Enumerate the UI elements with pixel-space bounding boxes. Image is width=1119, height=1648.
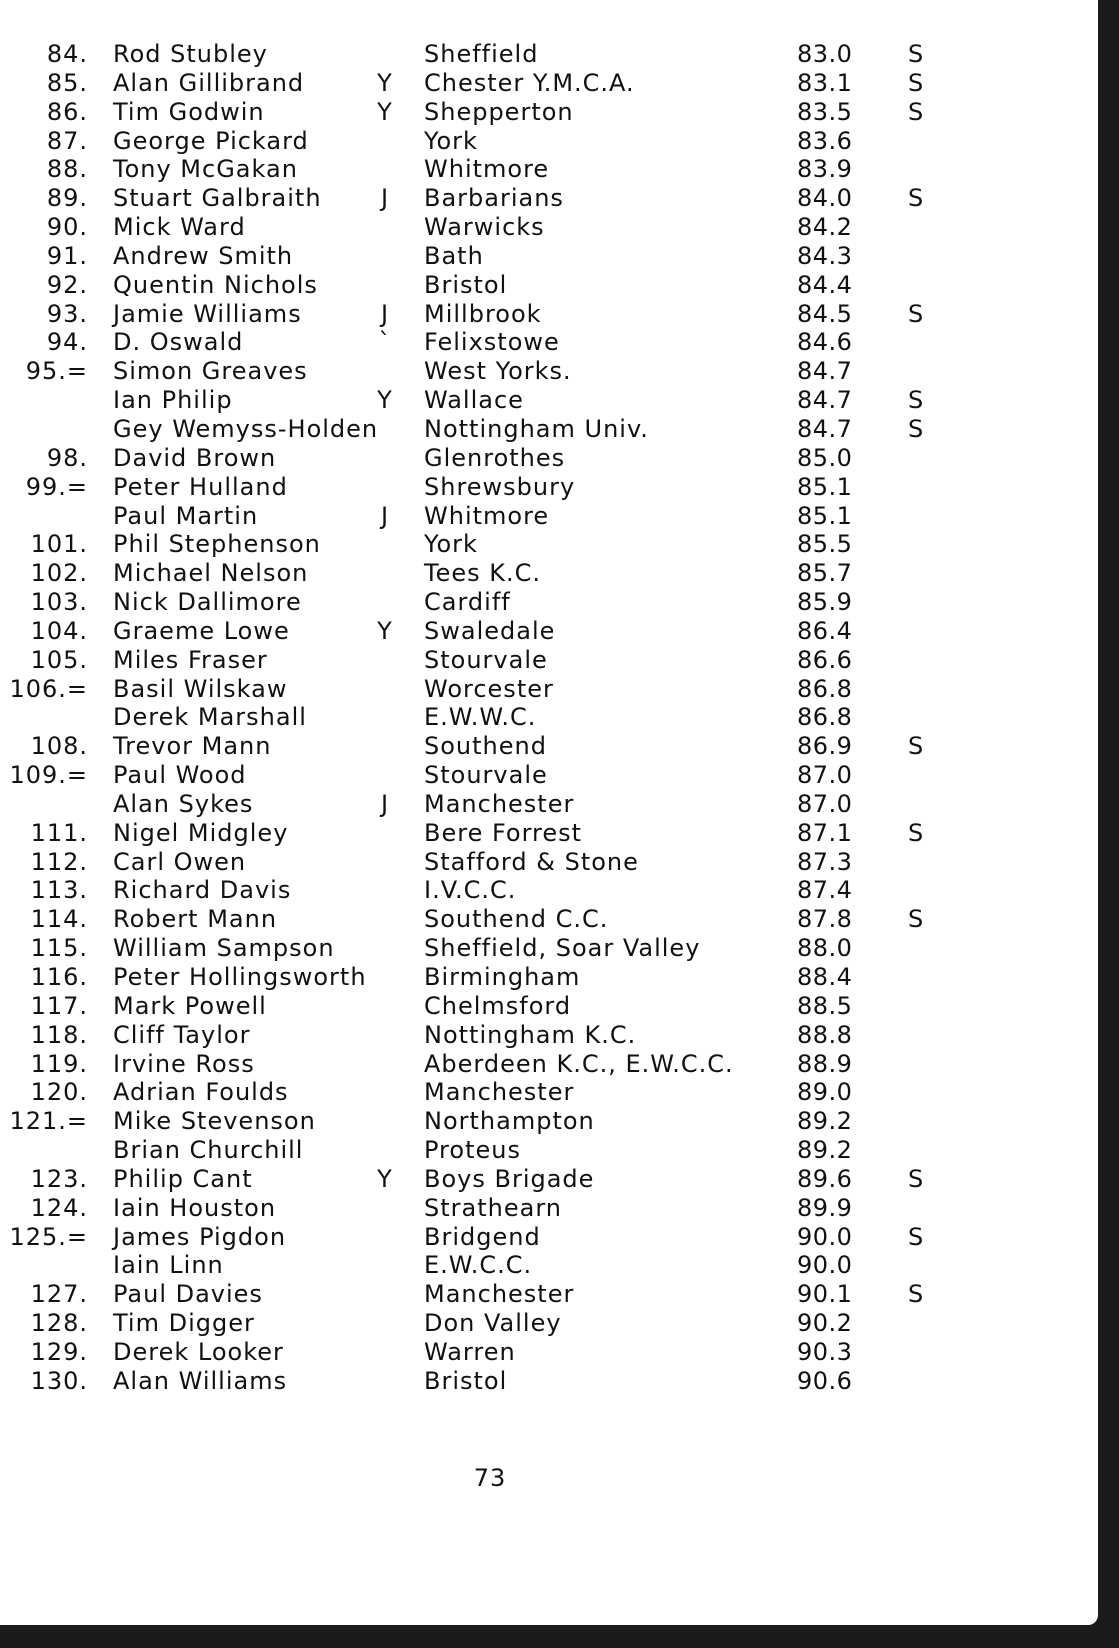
club-cell: Nottingham Univ. bbox=[424, 414, 649, 443]
name-cell: Graeme Lowe bbox=[113, 616, 290, 645]
result-row bbox=[0, 905, 1098, 934]
name-cell: Philip Cant bbox=[113, 1164, 253, 1193]
club-cell: Warren bbox=[424, 1337, 516, 1366]
name-cell: Mick Ward bbox=[113, 213, 246, 242]
time-cell: 84.7 bbox=[797, 414, 853, 443]
club-cell: Bridgend bbox=[424, 1222, 541, 1251]
time-cell: 86.4 bbox=[797, 616, 853, 645]
position-cell: 128. bbox=[30, 1309, 88, 1338]
time-cell: 83.5 bbox=[797, 97, 853, 126]
s-marker-cell: S bbox=[908, 299, 925, 328]
category-cell: J bbox=[380, 299, 390, 328]
result-row bbox=[0, 1280, 1098, 1309]
time-cell: 86.9 bbox=[797, 732, 853, 761]
result-row bbox=[0, 876, 1098, 905]
club-cell: Barbarians bbox=[424, 184, 564, 213]
club-cell: West Yorks. bbox=[424, 357, 572, 386]
result-row bbox=[0, 646, 1098, 675]
result-row bbox=[0, 502, 1098, 531]
name-cell: Nigel Midgley bbox=[113, 818, 289, 847]
club-cell: E.W.W.C. bbox=[424, 703, 537, 732]
position-cell: 109.= bbox=[9, 761, 88, 790]
name-cell: Brian Churchill bbox=[113, 1136, 304, 1165]
club-cell: Bath bbox=[424, 241, 484, 270]
club-cell: Manchester bbox=[424, 789, 575, 818]
club-cell: Worcester bbox=[424, 674, 554, 703]
result-row bbox=[0, 473, 1098, 502]
time-cell: 85.7 bbox=[797, 559, 853, 588]
result-row bbox=[0, 559, 1098, 588]
club-cell: Bere Forrest bbox=[424, 818, 583, 847]
result-row bbox=[0, 357, 1098, 386]
result-row bbox=[0, 127, 1098, 156]
position-cell: 118. bbox=[30, 1020, 88, 1049]
club-cell: Swaledale bbox=[424, 616, 556, 645]
club-cell: I.V.C.C. bbox=[424, 876, 517, 905]
name-cell: Gey Wemyss-Holden bbox=[113, 414, 379, 443]
club-cell: Tees K.C. bbox=[424, 559, 541, 588]
position-cell: 94. bbox=[46, 328, 88, 357]
name-cell: Carl Owen bbox=[113, 847, 247, 876]
time-cell: 84.5 bbox=[797, 299, 853, 328]
category-cell: J bbox=[380, 184, 390, 213]
name-cell: Jamie Williams bbox=[113, 299, 302, 328]
time-cell: 90.6 bbox=[797, 1366, 853, 1395]
time-cell: 83.9 bbox=[797, 155, 853, 184]
club-cell: Nottingham K.C. bbox=[424, 1020, 637, 1049]
time-cell: 85.9 bbox=[797, 588, 853, 617]
name-cell: Alan Sykes bbox=[113, 789, 254, 818]
club-cell: Stourvale bbox=[424, 645, 548, 674]
time-cell: 85.1 bbox=[797, 472, 853, 501]
name-cell: D. Oswald bbox=[113, 328, 244, 357]
time-cell: 89.2 bbox=[797, 1107, 853, 1136]
position-cell: 123. bbox=[30, 1164, 88, 1193]
time-cell: 88.8 bbox=[797, 1020, 853, 1049]
time-cell: 87.4 bbox=[797, 876, 853, 905]
result-row bbox=[0, 1050, 1098, 1079]
position-cell: 102. bbox=[30, 559, 88, 588]
name-cell: Nick Dallimore bbox=[113, 588, 302, 617]
result-row bbox=[0, 819, 1098, 848]
position-cell: 129. bbox=[30, 1337, 88, 1366]
name-cell: Iain Houston bbox=[113, 1193, 277, 1222]
club-cell: Stafford & Stone bbox=[424, 847, 639, 876]
position-cell: 124. bbox=[30, 1193, 88, 1222]
result-row bbox=[0, 40, 1098, 69]
result-row bbox=[0, 963, 1098, 992]
time-cell: 90.2 bbox=[797, 1309, 853, 1338]
position-cell: 117. bbox=[30, 991, 88, 1020]
position-cell: 92. bbox=[46, 270, 88, 299]
result-row bbox=[0, 328, 1098, 357]
time-cell: 87.1 bbox=[797, 818, 853, 847]
result-row bbox=[0, 617, 1098, 646]
name-cell: Irvine Ross bbox=[113, 1049, 255, 1078]
club-cell: Cardiff bbox=[424, 588, 511, 617]
club-cell: Chester Y.M.C.A. bbox=[424, 68, 635, 97]
club-cell: Whitmore bbox=[424, 155, 550, 184]
name-cell: James Pigdon bbox=[113, 1222, 287, 1251]
club-cell: Felixstowe bbox=[424, 328, 560, 357]
name-cell: David Brown bbox=[113, 443, 277, 472]
s-marker-cell: S bbox=[908, 68, 925, 97]
position-cell: 98. bbox=[46, 443, 88, 472]
category-cell: Y bbox=[377, 1164, 393, 1193]
result-row bbox=[0, 790, 1098, 819]
s-marker-cell: S bbox=[908, 184, 925, 213]
time-cell: 86.8 bbox=[797, 674, 853, 703]
result-row bbox=[0, 242, 1098, 271]
position-cell: 90. bbox=[46, 213, 88, 242]
club-cell: Southend C.C. bbox=[424, 905, 609, 934]
time-cell: 87.8 bbox=[797, 905, 853, 934]
name-cell: George Pickard bbox=[113, 126, 309, 155]
position-cell: 127. bbox=[30, 1280, 88, 1309]
name-cell: Andrew Smith bbox=[113, 241, 294, 270]
name-cell: Cliff Taylor bbox=[113, 1020, 251, 1049]
name-cell: Ian Philip bbox=[113, 386, 233, 415]
club-cell: Northampton bbox=[424, 1107, 595, 1136]
position-cell: 89. bbox=[46, 184, 88, 213]
position-cell: 120. bbox=[30, 1078, 88, 1107]
position-cell: 113. bbox=[30, 876, 88, 905]
name-cell: Michael Nelson bbox=[113, 559, 309, 588]
result-row bbox=[0, 1251, 1098, 1280]
club-cell: Bristol bbox=[424, 270, 508, 299]
result-row bbox=[0, 415, 1098, 444]
result-row bbox=[0, 530, 1098, 559]
time-cell: 87.0 bbox=[797, 789, 853, 818]
s-marker-cell: S bbox=[908, 1280, 925, 1309]
time-cell: 88.5 bbox=[797, 991, 853, 1020]
position-cell: 88. bbox=[46, 155, 88, 184]
time-cell: 83.1 bbox=[797, 68, 853, 97]
category-cell: Y bbox=[377, 97, 393, 126]
time-cell: 84.0 bbox=[797, 184, 853, 213]
s-marker-cell: S bbox=[908, 414, 925, 443]
result-row bbox=[0, 848, 1098, 877]
name-cell: Derek Marshall bbox=[113, 703, 307, 732]
name-cell: Rod Stubley bbox=[113, 40, 268, 68]
name-cell: Iain Linn bbox=[113, 1251, 224, 1280]
time-cell: 84.3 bbox=[797, 241, 853, 270]
club-cell: Millbrook bbox=[424, 299, 542, 328]
club-cell: Wallace bbox=[424, 386, 524, 415]
position-cell: 114. bbox=[30, 905, 88, 934]
s-marker-cell: S bbox=[908, 732, 925, 761]
position-cell: 87. bbox=[46, 126, 88, 155]
position-cell: 111. bbox=[30, 818, 88, 847]
time-cell: 89.2 bbox=[797, 1136, 853, 1165]
result-row bbox=[0, 1107, 1098, 1136]
category-cell: ` bbox=[378, 328, 392, 357]
name-cell: Peter Hulland bbox=[113, 472, 288, 501]
result-row bbox=[0, 1309, 1098, 1338]
position-cell: 112. bbox=[30, 847, 88, 876]
result-row bbox=[0, 934, 1098, 963]
club-cell: Manchester bbox=[424, 1078, 575, 1107]
result-row bbox=[0, 703, 1098, 732]
name-cell: Stuart Galbraith bbox=[113, 184, 322, 213]
time-cell: 88.9 bbox=[797, 1049, 853, 1078]
position-cell: 86. bbox=[46, 97, 88, 126]
name-cell: Mike Stevenson bbox=[113, 1107, 316, 1136]
name-cell: Tony McGakan bbox=[113, 155, 298, 184]
position-cell: 104. bbox=[30, 616, 88, 645]
result-row bbox=[0, 155, 1098, 184]
result-row bbox=[0, 675, 1098, 704]
club-cell: Chelmsford bbox=[424, 991, 572, 1020]
club-cell: Sheffield, Soar Valley bbox=[424, 934, 701, 963]
club-cell: Southend bbox=[424, 732, 547, 761]
position-cell: 106.= bbox=[9, 674, 88, 703]
name-cell: Tim Digger bbox=[113, 1309, 255, 1338]
time-cell: 90.3 bbox=[797, 1337, 853, 1366]
s-marker-cell: S bbox=[908, 40, 925, 68]
result-row bbox=[0, 300, 1098, 329]
time-cell: 90.1 bbox=[797, 1280, 853, 1309]
club-cell: Shrewsbury bbox=[424, 472, 576, 501]
club-cell: Glenrothes bbox=[424, 443, 566, 472]
club-cell: Aberdeen K.C., E.W.C.C. bbox=[424, 1049, 734, 1078]
time-cell: 84.7 bbox=[797, 357, 853, 386]
position-cell: 121.= bbox=[9, 1107, 88, 1136]
name-cell: Phil Stephenson bbox=[113, 530, 321, 559]
result-row bbox=[0, 1136, 1098, 1165]
time-cell: 83.0 bbox=[797, 40, 853, 68]
position-cell: 105. bbox=[30, 645, 88, 674]
name-cell: Quentin Nichols bbox=[113, 270, 318, 299]
name-cell: Basil Wilskaw bbox=[113, 674, 288, 703]
category-cell: Y bbox=[377, 386, 393, 415]
s-marker-cell: S bbox=[908, 818, 925, 847]
position-cell: 91. bbox=[46, 241, 88, 270]
time-cell: 88.4 bbox=[797, 963, 853, 991]
s-marker-cell: S bbox=[908, 386, 925, 415]
name-cell: Tim Godwin bbox=[113, 97, 265, 126]
club-cell: York bbox=[424, 126, 478, 155]
time-cell: 84.4 bbox=[797, 270, 853, 299]
name-cell: Miles Fraser bbox=[113, 645, 268, 674]
position-cell: 108. bbox=[30, 732, 88, 761]
category-cell: J bbox=[380, 501, 390, 530]
result-row bbox=[0, 1165, 1098, 1194]
page-number: 73 bbox=[473, 1464, 507, 1492]
position-cell: 103. bbox=[30, 588, 88, 617]
result-row bbox=[0, 1021, 1098, 1050]
result-row bbox=[0, 1338, 1098, 1367]
time-cell: 84.7 bbox=[797, 386, 853, 415]
time-cell: 89.6 bbox=[797, 1164, 853, 1193]
result-row bbox=[0, 444, 1098, 473]
name-cell: Alan Gillibrand bbox=[113, 68, 305, 97]
club-cell: Warwicks bbox=[424, 213, 545, 242]
club-cell: Strathearn bbox=[424, 1193, 562, 1222]
name-cell: Alan Williams bbox=[113, 1366, 288, 1395]
position-cell: 130. bbox=[30, 1366, 88, 1395]
s-marker-cell: S bbox=[908, 1164, 925, 1193]
time-cell: 90.0 bbox=[797, 1222, 853, 1251]
time-cell: 87.3 bbox=[797, 847, 853, 876]
name-cell: Simon Greaves bbox=[113, 357, 308, 386]
position-cell: 116. bbox=[30, 963, 88, 991]
time-cell: 84.6 bbox=[797, 328, 853, 357]
name-cell: Peter Hollingsworth bbox=[113, 963, 367, 991]
category-cell: J bbox=[380, 789, 390, 818]
name-cell: Trevor Mann bbox=[113, 732, 272, 761]
result-row bbox=[0, 271, 1098, 300]
club-cell: York bbox=[424, 530, 478, 559]
s-marker-cell: S bbox=[908, 1222, 925, 1251]
club-cell: Stourvale bbox=[424, 761, 548, 790]
time-cell: 90.0 bbox=[797, 1251, 853, 1280]
position-cell: 125.= bbox=[9, 1222, 88, 1251]
time-cell: 89.9 bbox=[797, 1193, 853, 1222]
name-cell: Paul Davies bbox=[113, 1280, 263, 1309]
time-cell: 86.6 bbox=[797, 645, 853, 674]
position-cell: 85. bbox=[46, 68, 88, 97]
result-row bbox=[0, 1367, 1098, 1396]
name-cell: Derek Looker bbox=[113, 1337, 284, 1366]
club-cell: Whitmore bbox=[424, 501, 550, 530]
result-row bbox=[0, 1223, 1098, 1252]
club-cell: Birmingham bbox=[424, 963, 581, 991]
result-row bbox=[0, 386, 1098, 415]
club-cell: Shepperton bbox=[424, 97, 574, 126]
results-list bbox=[0, 40, 1098, 1396]
name-cell: Robert Mann bbox=[113, 905, 278, 934]
result-row bbox=[0, 1194, 1098, 1223]
club-cell: Boys Brigade bbox=[424, 1164, 595, 1193]
time-cell: 85.1 bbox=[797, 501, 853, 530]
s-marker-cell: S bbox=[908, 905, 925, 934]
club-cell: Bristol bbox=[424, 1366, 508, 1395]
club-cell: Manchester bbox=[424, 1280, 575, 1309]
category-cell: Y bbox=[377, 68, 393, 97]
time-cell: 89.0 bbox=[797, 1078, 853, 1107]
time-cell: 88.0 bbox=[797, 934, 853, 963]
position-cell: 101. bbox=[30, 530, 88, 559]
name-cell: Paul Martin bbox=[113, 501, 259, 530]
result-row bbox=[0, 1078, 1098, 1107]
result-row bbox=[0, 184, 1098, 213]
result-row bbox=[0, 761, 1098, 790]
result-row bbox=[0, 213, 1098, 242]
position-cell: 119. bbox=[30, 1049, 88, 1078]
position-cell: 115. bbox=[30, 934, 88, 963]
result-row bbox=[0, 992, 1098, 1021]
time-cell: 87.0 bbox=[797, 761, 853, 790]
position-cell: 95.= bbox=[25, 357, 88, 386]
result-row bbox=[0, 732, 1098, 761]
club-cell: E.W.C.C. bbox=[424, 1251, 533, 1280]
name-cell: Richard Davis bbox=[113, 876, 292, 905]
result-row bbox=[0, 69, 1098, 98]
club-cell: Don Valley bbox=[424, 1309, 562, 1338]
time-cell: 83.6 bbox=[797, 126, 853, 155]
name-cell: Adrian Foulds bbox=[113, 1078, 289, 1107]
time-cell: 86.8 bbox=[797, 703, 853, 732]
name-cell: Paul Wood bbox=[113, 761, 247, 790]
result-row bbox=[0, 588, 1098, 617]
time-cell: 85.0 bbox=[797, 443, 853, 472]
club-cell: Proteus bbox=[424, 1136, 521, 1165]
position-cell: 84. bbox=[46, 40, 88, 68]
time-cell: 85.5 bbox=[797, 530, 853, 559]
name-cell: Mark Powell bbox=[113, 991, 267, 1020]
position-cell: 93. bbox=[46, 299, 88, 328]
position-cell: 99.= bbox=[25, 472, 88, 501]
category-cell: Y bbox=[377, 616, 393, 645]
club-cell: Sheffield bbox=[424, 40, 539, 68]
name-cell: William Sampson bbox=[113, 934, 335, 963]
time-cell: 84.2 bbox=[797, 213, 853, 242]
result-row bbox=[0, 98, 1098, 127]
s-marker-cell: S bbox=[908, 97, 925, 126]
